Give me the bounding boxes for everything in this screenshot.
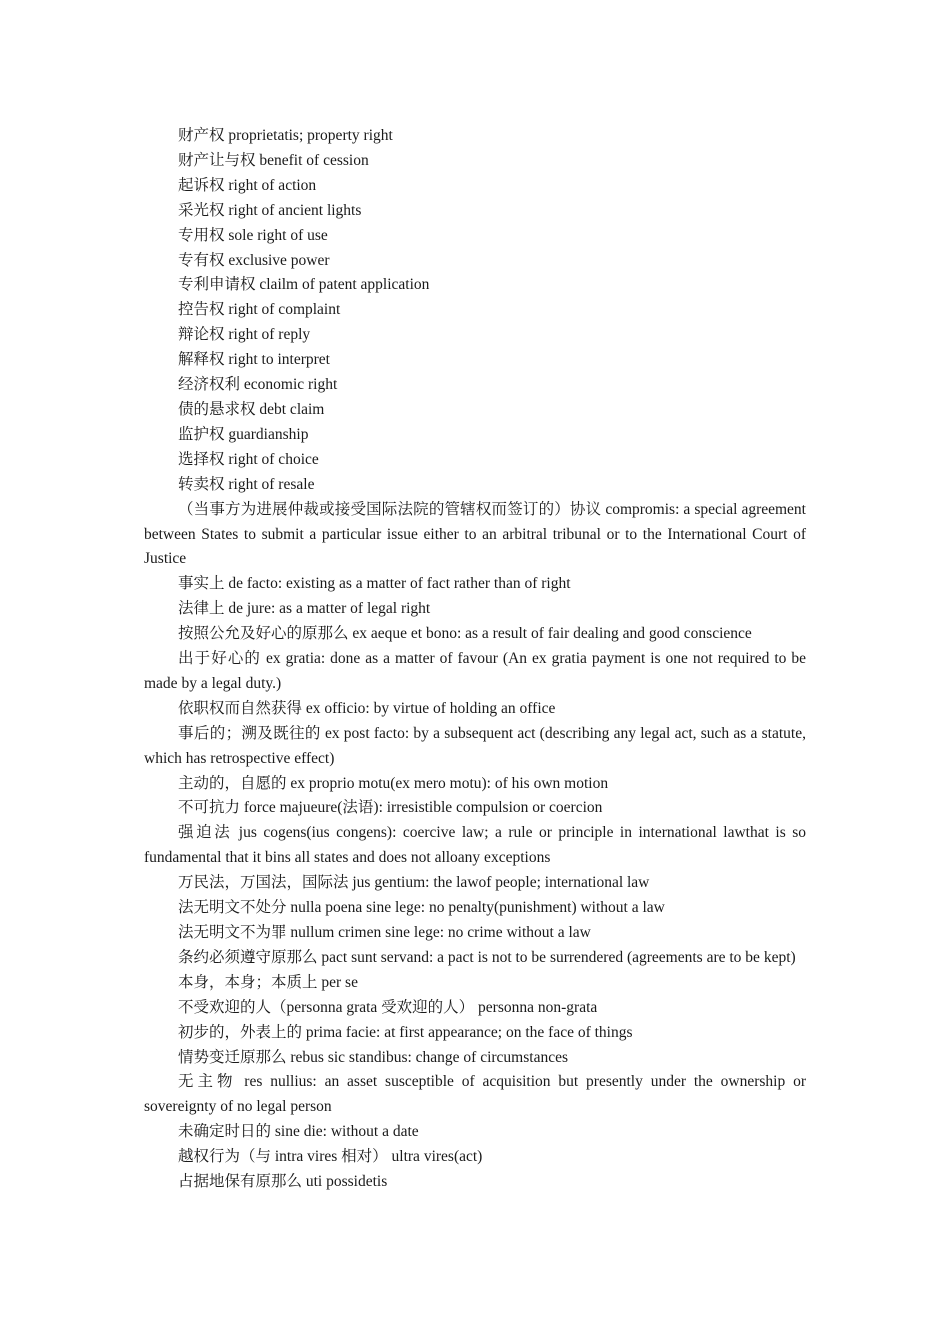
glossary-entry: 财产权 proprietatis; property right [178,127,393,144]
glossary-entry: 主动的，自愿的 ex proprio motu(ex mero motu): of his own motion [178,774,609,792]
glossary-entry: 情势变迁原那么 rebus sic standibus: change of circumstances [178,1048,568,1066]
glossary-entry: 选择权 right of choice [178,450,319,468]
glossary-entry: 专有权 exclusive power [178,251,330,269]
glossary-entry: 监护权 guardianship [178,425,309,443]
glossary-entry: 万民法，万国法，国际法 jus gentium: the lawof people; international law [178,874,650,892]
glossary-entry: 未确定时日的 sine die: without a date [178,1123,419,1141]
glossary-entry: 债的悬求权 debt claim [178,400,325,418]
glossary-entry: 法无明文不处分 nulla poena sine lege: no penalty(punishment) without a law [178,899,665,917]
glossary-entry: 事实上 de facto: existing as a matter of fact rather than of right [178,575,571,593]
glossary-entry: 专用权 sole right of use [178,226,328,244]
glossary-entry: 控告权 right of complaint [178,301,341,319]
document-body [144,124,806,1195]
glossary-entry: 越权行为（与 intra vires 相对） ultra vires(act) [178,1148,483,1166]
glossary-entry: 财产让与权 benefit of cession [178,151,369,169]
glossary-entry: 经济权利 economic right [178,376,338,394]
glossary-entry: 依职权而自然获得 ex officio: by virtue of holding an office [178,699,556,717]
glossary-entry: 占据地保有原那么 uti possidetis [178,1173,388,1191]
glossary-entry: 不可抗力 force majueure(法语): irresistible compulsion or coercion [178,799,603,817]
glossary-entry: 无主物 res nullius: an asset susceptible of acquisition but presently under the ownership or sovereignty of no legal person [144,1073,806,1116]
glossary-entry: 强迫法 jus cogens(ius congens): coercive law; a rule or principle in international lawthat is so fundamental that it bins all states and does not alloany exceptions [144,824,806,867]
glossary-entry: 法律上 de jure: as a matter of legal right [178,600,431,618]
glossary-entry: 本身，本身；本质上 per se [178,973,358,991]
glossary-entry: 出于好心的 ex gratia: done as a matter of favour (An ex gratia payment is one not required to be made by a legal duty.) [144,650,806,692]
glossary-entry: 初步的，外表上的 prima facie: at first appearance; on the face of things [178,1023,633,1041]
glossary-entry: 条约必须遵守原那么 pact sunt servand: a pact is not to be surrendered (agreements are to be kept) [178,948,796,966]
glossary-entry: （当事方为进展仲裁或接受国际法院的管辖权而签订的）协议 compromis: a special agreement between States to submit a particular issue either to an arbitral tribunal or to the International Court of Justice [144,500,806,568]
glossary-entry: 转卖权 right of resale [178,475,315,493]
glossary-entry: 解释权 right to interpret [178,351,330,369]
glossary-entry: 起诉权 right of action [178,176,317,194]
glossary-entry: 专利申请权 clailm of patent application [178,276,430,294]
glossary-entry: 采光权 right of ancient lights [178,201,362,219]
glossary-entry: 事后的；溯及既往的 ex post facto: by a subsequent act (describing any legal act, such as a statute, which has retrospective effect) [144,724,806,767]
glossary-entry: 不受欢迎的人（personna grata 受欢迎的人） personna non-grata [178,998,598,1016]
glossary-entry: 辩论权 right of reply [178,326,311,344]
glossary-entry: 按照公允及好心的原那么 ex aeque et bono: as a result of fair dealing and good conscience [178,625,752,643]
glossary-entry: 法无明文不为罪 nullum crimen sine lege: no crime without a law [178,924,591,941]
